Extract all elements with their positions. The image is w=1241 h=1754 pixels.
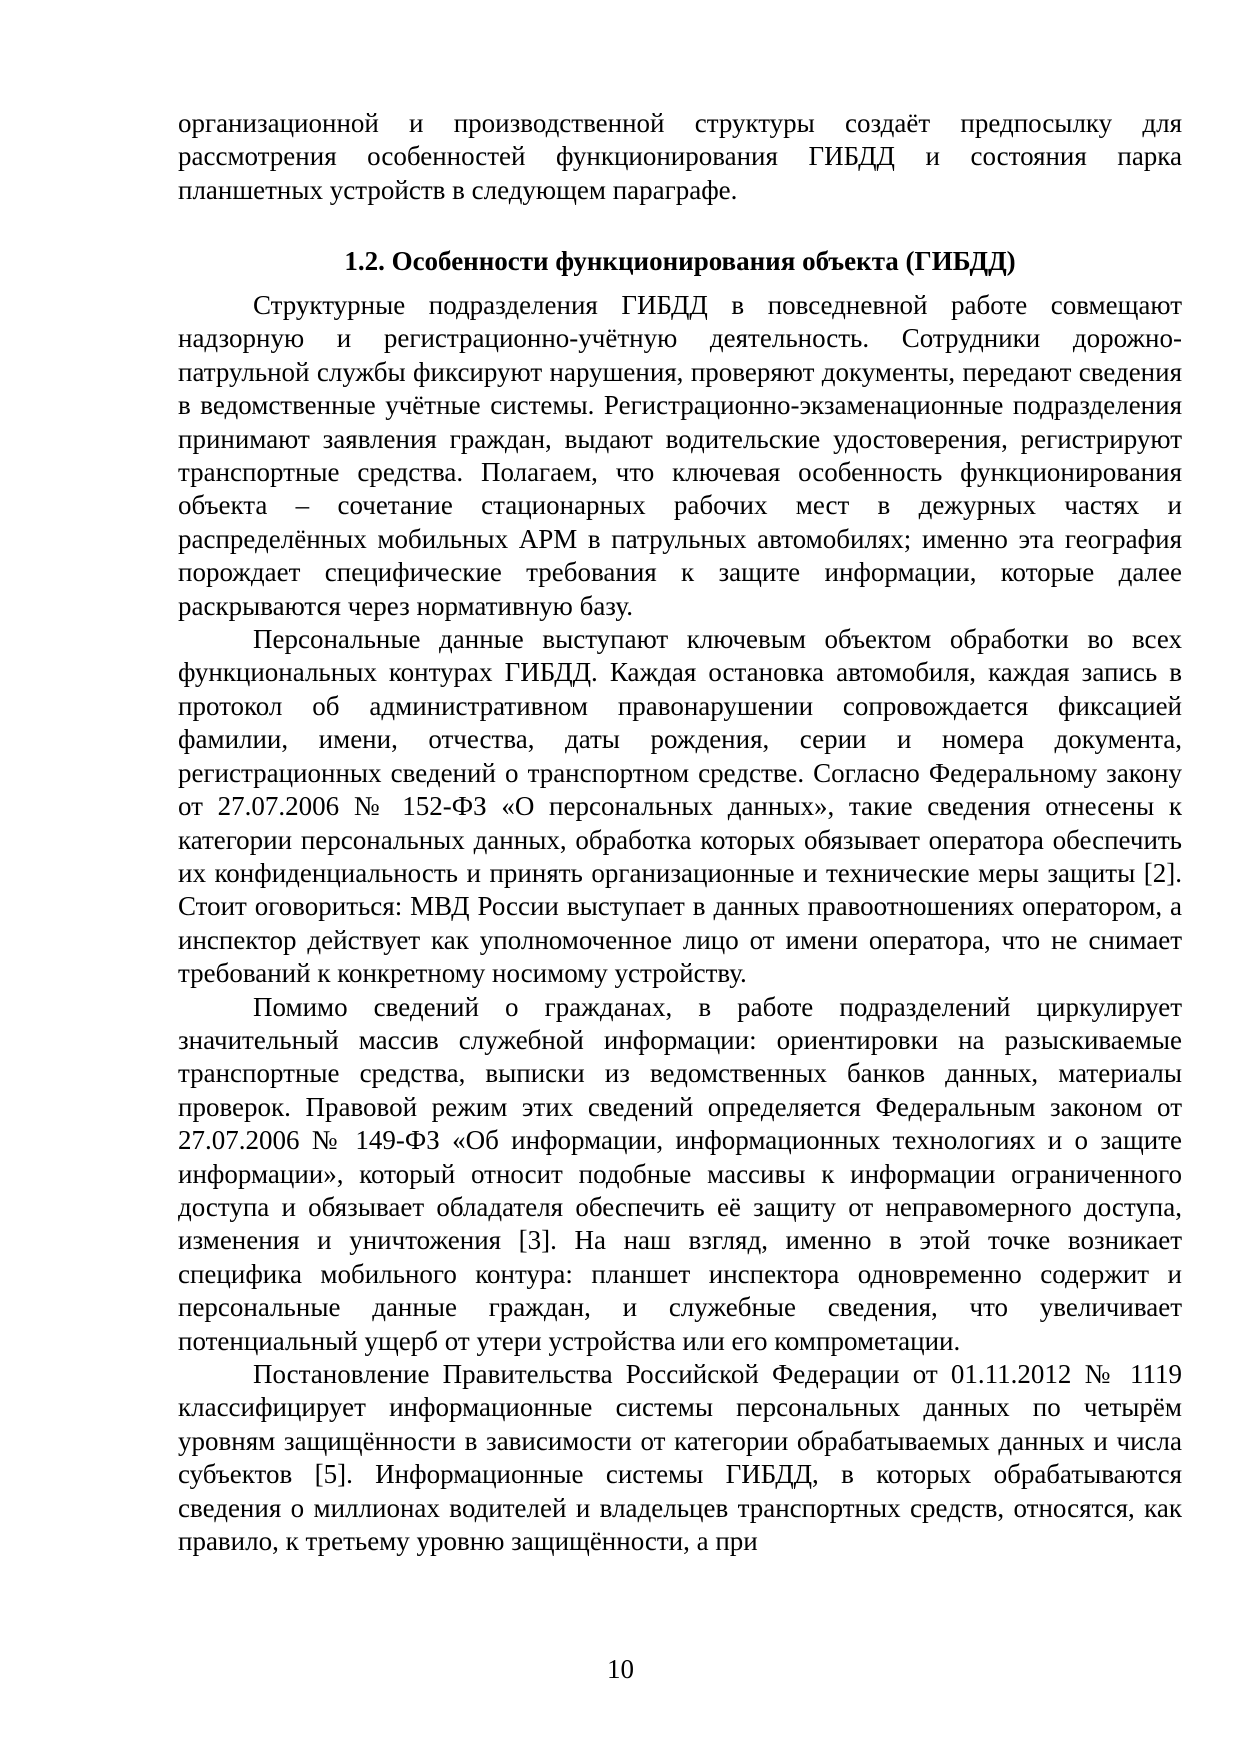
intro-text-block	[178, 107, 1182, 207]
body-text-block	[178, 289, 1182, 1558]
page-number: 10	[607, 1654, 634, 1684]
body-paragraph: Персональные данные выступают ключевым объектом обработки во всех функциональных контурах ГИБДД. Каждая остановка автомобиля, каждая запись в протокол об административном правонарушении сопровождается фиксацией фамилии, имени, отчества, даты рождения, серии и номера документа, регистрационных сведений о транспортном средстве. Согласно Федеральному закону от 27.07.2006 № 152-ФЗ «О персональных данных», такие сведения отнесены к категории персональных данных, обработка которых обязывает оператора обеспечить их конфиденциальность и принять организационные и технические меры защиты [2]. Стоит оговориться: МВД России выступает в данных правоотношениях оператором, а инспектор действует как уполномоченное лицо от имени оператора, что не снимает требований к конкретному носимому устройству.	[178, 624, 1182, 989]
body-paragraph: Постановление Правительства Российской Федерации от 01.11.2012 № 1119 классифицирует информационные системы персональных данных по четырём уровням защищённости в зависимости от категории обрабатываемых данных и числа субъектов [5]. Информационные системы ГИБДД, в которых обрабатываются сведения о миллионах водителей и владельцев транспортных средств, относятся, как правило, к третьему уровню защищённости, а при	[178, 1359, 1182, 1557]
section-heading: 1.2. Особенности функционирования объекта (ГИБДД)	[344, 246, 1016, 276]
body-paragraph: Помимо сведений о гражданах, в работе подразделений циркулирует значительный массив служебной информации: ориентировки на разыскиваемые транспортные средства, выписки из ведомственных банков данных, материалы проверок. Правовой режим этих сведений определяется Федеральным законом от 27.07.2006 № 149-ФЗ «Об информации, информационных технологиях и о защите информации», который относит подобные массивы к информации ограниченного доступа и обязывает обладателя обеспечить её защиту от неправомерного доступа, изменения и уничтожения [3]. На наш взгляд, именно в этой точке возникает специфика мобильного контура: планшет инспектора одновременно содержит и персональные данные граждан, и служебные сведения, что увеличивает потенциальный ущерб от утери устройства или его компрометации.	[178, 991, 1182, 1356]
intro-paragraph: организационной и производственной структуры создаёт предпосылку для рассмотрения особенностей функционирования ГИБДД и состояния парка планшетных устройств в следующем параграфе.	[178, 108, 1182, 205]
body-paragraph: Структурные подразделения ГИБДД в повседневной работе совмещают надзорную и регистрационно-учётную деятельность. Сотрудники дорожно-патрульной службы фиксируют нарушения, проверяют документы, передают сведения в ведомственные учётные системы. Регистрационно-экзаменационные подразделения принимают заявления граждан, выдают водительские удостоверения, регистрируют транспортные средства. Полагаем, что ключевая особенность функционирования объекта – сочетание стационарных рабочих мест в дежурных частях и распределённых мобильных АРМ в патрульных автомобилях; именно эта география порождает специфические требования к защите информации, которые далее раскрываются через нормативную базу.	[178, 290, 1182, 621]
